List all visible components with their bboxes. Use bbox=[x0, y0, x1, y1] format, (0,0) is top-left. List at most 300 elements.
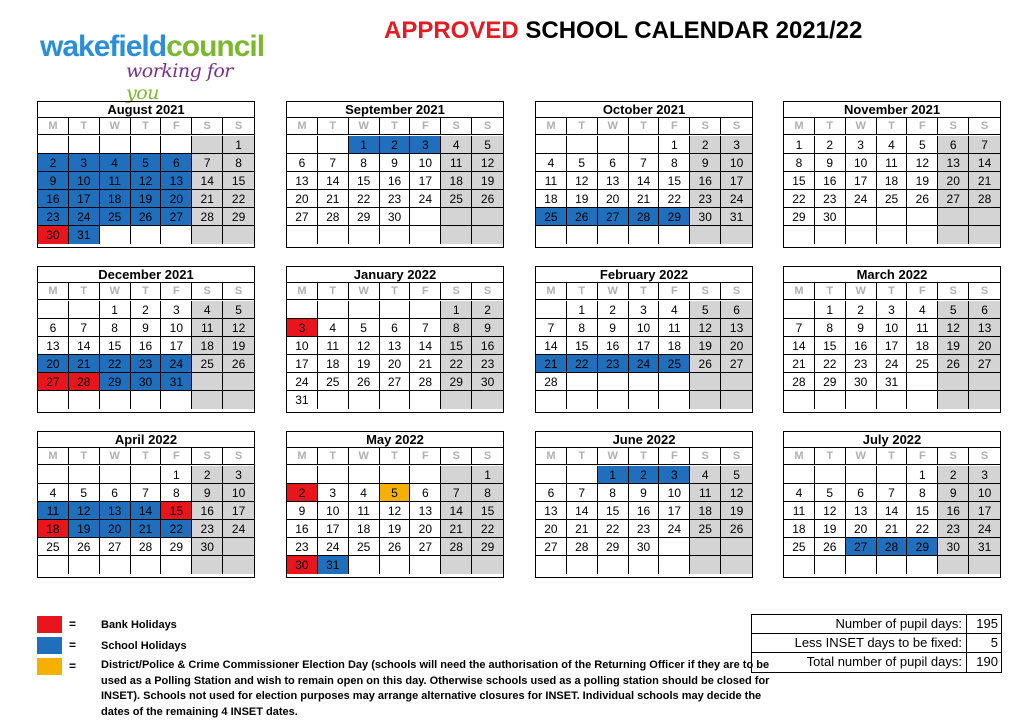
day-cell: 23 bbox=[192, 520, 223, 538]
day-cell: 20 bbox=[938, 172, 969, 190]
day-cell: 4 bbox=[318, 319, 349, 337]
empty-cell bbox=[907, 208, 938, 226]
empty-cell bbox=[100, 556, 131, 574]
empty-cell bbox=[567, 226, 598, 244]
day-cell: 9 bbox=[938, 484, 969, 502]
day-cell: 22 bbox=[223, 190, 254, 208]
empty-cell bbox=[410, 208, 441, 226]
day-cell: 26 bbox=[380, 538, 411, 556]
day-cell: 22 bbox=[784, 190, 815, 208]
empty-cell bbox=[877, 466, 908, 484]
day-cell: 22 bbox=[161, 520, 192, 538]
empty-cell bbox=[721, 556, 752, 574]
day-cell: 27 bbox=[100, 538, 131, 556]
day-cell: 7 bbox=[567, 484, 598, 502]
weekday-header: W bbox=[349, 283, 380, 300]
day-cell: 30 bbox=[38, 226, 69, 244]
empty-cell bbox=[472, 556, 503, 574]
day-cell: 17 bbox=[629, 337, 660, 355]
day-cell: 7 bbox=[441, 484, 472, 502]
day-cell: 19 bbox=[721, 502, 752, 520]
day-cell: 5 bbox=[567, 154, 598, 172]
day-cell: 11 bbox=[659, 319, 690, 337]
weekday-header: S bbox=[472, 283, 503, 300]
day-cell: 2 bbox=[192, 466, 223, 484]
day-cell: 27 bbox=[721, 355, 752, 373]
weekday-header: T bbox=[318, 448, 349, 465]
weekday-header: S bbox=[472, 448, 503, 465]
day-cell: 5 bbox=[721, 466, 752, 484]
day-cell: 19 bbox=[349, 355, 380, 373]
day-cell: 8 bbox=[659, 154, 690, 172]
empty-cell bbox=[815, 391, 846, 409]
weekday-header: T bbox=[69, 283, 100, 300]
day-cell: 16 bbox=[287, 520, 318, 538]
day-cell: 7 bbox=[784, 319, 815, 337]
empty-cell bbox=[131, 556, 162, 574]
day-cell: 12 bbox=[131, 172, 162, 190]
empty-cell bbox=[567, 466, 598, 484]
month-name: October 2021 bbox=[536, 102, 752, 118]
empty-cell bbox=[192, 373, 223, 391]
day-cell: 27 bbox=[969, 355, 1000, 373]
day-cell: 18 bbox=[441, 172, 472, 190]
title-rest: SCHOOL CALENDAR 2021/22 bbox=[518, 17, 863, 44]
day-cell: 22 bbox=[567, 355, 598, 373]
day-cell: 9 bbox=[287, 502, 318, 520]
empty-cell bbox=[690, 226, 721, 244]
day-cell: 18 bbox=[690, 502, 721, 520]
day-cell: 30 bbox=[815, 208, 846, 226]
empty-cell bbox=[380, 301, 411, 319]
summary-row: Number of pupil days: 195 bbox=[752, 615, 1001, 634]
empty-cell bbox=[938, 373, 969, 391]
day-cell: 24 bbox=[659, 520, 690, 538]
day-cell: 14 bbox=[629, 172, 660, 190]
weekday-header: F bbox=[161, 118, 192, 135]
empty-cell bbox=[318, 391, 349, 409]
day-cell: 15 bbox=[784, 172, 815, 190]
empty-cell bbox=[472, 208, 503, 226]
day-cell: 8 bbox=[567, 319, 598, 337]
day-cell: 21 bbox=[567, 520, 598, 538]
day-cell: 12 bbox=[223, 319, 254, 337]
empty-cell bbox=[223, 538, 254, 556]
day-cell: 30 bbox=[938, 538, 969, 556]
empty-cell bbox=[380, 391, 411, 409]
day-cell: 13 bbox=[287, 172, 318, 190]
empty-cell bbox=[536, 136, 567, 154]
weekday-header: F bbox=[410, 118, 441, 135]
day-cell: 9 bbox=[38, 172, 69, 190]
day-cell: 17 bbox=[969, 502, 1000, 520]
day-cell: 17 bbox=[877, 337, 908, 355]
weekday-header: T bbox=[131, 448, 162, 465]
day-cell: 5 bbox=[380, 484, 411, 502]
day-cell: 30 bbox=[131, 373, 162, 391]
day-cell: 13 bbox=[410, 502, 441, 520]
day-cell: 11 bbox=[318, 337, 349, 355]
day-cell: 6 bbox=[536, 484, 567, 502]
day-cell: 8 bbox=[161, 484, 192, 502]
day-cell: 25 bbox=[441, 190, 472, 208]
weekday-header: S bbox=[690, 118, 721, 135]
weekday-header: T bbox=[69, 448, 100, 465]
day-cell: 16 bbox=[690, 172, 721, 190]
month-name: July 2022 bbox=[784, 432, 1000, 448]
weekday-header: M bbox=[287, 118, 318, 135]
weekday-header: W bbox=[846, 283, 877, 300]
empty-cell bbox=[131, 136, 162, 154]
day-cell: 5 bbox=[472, 136, 503, 154]
day-cell: 16 bbox=[472, 337, 503, 355]
day-cell: 22 bbox=[100, 355, 131, 373]
day-cell: 10 bbox=[721, 154, 752, 172]
day-cell: 16 bbox=[938, 502, 969, 520]
empty-cell bbox=[629, 391, 660, 409]
day-cell: 7 bbox=[69, 319, 100, 337]
day-cell: 9 bbox=[690, 154, 721, 172]
day-cell: 23 bbox=[629, 520, 660, 538]
weekday-header: F bbox=[659, 448, 690, 465]
month-name: April 2022 bbox=[38, 432, 254, 448]
day-cell: 14 bbox=[969, 154, 1000, 172]
day-cell: 2 bbox=[472, 301, 503, 319]
empty-cell bbox=[192, 556, 223, 574]
empty-cell bbox=[223, 226, 254, 244]
empty-cell bbox=[100, 466, 131, 484]
weekday-header: S bbox=[472, 118, 503, 135]
day-cell: 18 bbox=[100, 190, 131, 208]
empty-cell bbox=[349, 301, 380, 319]
day-cell: 28 bbox=[784, 373, 815, 391]
day-cell: 20 bbox=[721, 337, 752, 355]
day-cell: 22 bbox=[441, 355, 472, 373]
day-cell: 1 bbox=[815, 301, 846, 319]
day-cell: 30 bbox=[287, 556, 318, 574]
empty-cell bbox=[131, 466, 162, 484]
day-cell: 25 bbox=[690, 520, 721, 538]
day-cell: 3 bbox=[161, 301, 192, 319]
empty-cell bbox=[38, 136, 69, 154]
day-cell: 18 bbox=[659, 337, 690, 355]
empty-cell bbox=[938, 226, 969, 244]
weekday-header: T bbox=[567, 448, 598, 465]
day-cell: 1 bbox=[223, 136, 254, 154]
weekday-header: T bbox=[567, 118, 598, 135]
empty-cell bbox=[536, 226, 567, 244]
day-cell: 9 bbox=[815, 154, 846, 172]
empty-cell bbox=[192, 136, 223, 154]
day-cell: 4 bbox=[877, 136, 908, 154]
day-cell: 14 bbox=[784, 337, 815, 355]
day-cell: 28 bbox=[969, 190, 1000, 208]
day-cell: 7 bbox=[629, 154, 660, 172]
month-calendar bbox=[783, 431, 1001, 578]
empty-cell bbox=[877, 556, 908, 574]
empty-cell bbox=[441, 391, 472, 409]
day-cell: 22 bbox=[349, 190, 380, 208]
day-cell: 14 bbox=[192, 172, 223, 190]
day-cell: 27 bbox=[598, 208, 629, 226]
day-cell: 19 bbox=[567, 190, 598, 208]
day-cell: 20 bbox=[410, 520, 441, 538]
empty-cell bbox=[441, 226, 472, 244]
weekday-header: T bbox=[380, 283, 411, 300]
weekday-header: S bbox=[969, 448, 1000, 465]
day-cell: 27 bbox=[287, 208, 318, 226]
day-cell: 21 bbox=[318, 190, 349, 208]
empty-cell bbox=[287, 301, 318, 319]
day-cell: 1 bbox=[349, 136, 380, 154]
month-calendar bbox=[37, 431, 255, 578]
weekday-header: T bbox=[69, 118, 100, 135]
empty-cell bbox=[877, 226, 908, 244]
empty-cell bbox=[69, 391, 100, 409]
day-cell: 21 bbox=[969, 172, 1000, 190]
day-cell: 3 bbox=[629, 301, 660, 319]
day-cell: 6 bbox=[938, 136, 969, 154]
empty-cell bbox=[690, 373, 721, 391]
day-cell: 6 bbox=[100, 484, 131, 502]
day-cell: 11 bbox=[349, 502, 380, 520]
weekday-header: W bbox=[846, 118, 877, 135]
empty-cell bbox=[38, 556, 69, 574]
day-cell: 5 bbox=[223, 301, 254, 319]
day-cell: 18 bbox=[38, 520, 69, 538]
empty-cell bbox=[287, 466, 318, 484]
day-cell: 8 bbox=[100, 319, 131, 337]
day-cell: 8 bbox=[784, 154, 815, 172]
day-cell: 16 bbox=[846, 337, 877, 355]
day-cell: 13 bbox=[536, 502, 567, 520]
day-cell: 4 bbox=[192, 301, 223, 319]
day-cell: 11 bbox=[907, 319, 938, 337]
empty-cell bbox=[721, 373, 752, 391]
day-cell: 10 bbox=[410, 154, 441, 172]
weekday-header: S bbox=[223, 448, 254, 465]
day-cell: 16 bbox=[131, 337, 162, 355]
day-cell: 3 bbox=[877, 301, 908, 319]
month-name: September 2021 bbox=[287, 102, 503, 118]
day-cell: 28 bbox=[877, 538, 908, 556]
empty-cell bbox=[938, 556, 969, 574]
day-cell: 20 bbox=[161, 190, 192, 208]
weekday-header: S bbox=[192, 118, 223, 135]
day-cell: 1 bbox=[100, 301, 131, 319]
day-cell: 9 bbox=[131, 319, 162, 337]
empty-cell bbox=[567, 136, 598, 154]
weekday-header: T bbox=[318, 118, 349, 135]
school-holiday-swatch bbox=[37, 637, 62, 654]
empty-cell bbox=[877, 208, 908, 226]
day-cell: 24 bbox=[161, 355, 192, 373]
day-cell: 27 bbox=[410, 538, 441, 556]
month-name: November 2021 bbox=[784, 102, 1000, 118]
month-calendar bbox=[286, 431, 504, 578]
weekday-header: S bbox=[690, 283, 721, 300]
day-cell: 5 bbox=[69, 484, 100, 502]
day-cell: 23 bbox=[815, 190, 846, 208]
weekday-header: S bbox=[969, 118, 1000, 135]
day-cell: 8 bbox=[441, 319, 472, 337]
day-cell: 29 bbox=[223, 208, 254, 226]
weekday-header: T bbox=[318, 283, 349, 300]
day-cell: 28 bbox=[567, 538, 598, 556]
weekday-header: W bbox=[100, 448, 131, 465]
day-cell: 24 bbox=[223, 520, 254, 538]
empty-cell bbox=[969, 556, 1000, 574]
day-cell: 17 bbox=[69, 190, 100, 208]
day-cell: 10 bbox=[223, 484, 254, 502]
empty-cell bbox=[784, 556, 815, 574]
day-cell: 7 bbox=[410, 319, 441, 337]
day-cell: 31 bbox=[969, 538, 1000, 556]
day-cell: 19 bbox=[380, 520, 411, 538]
empty-cell bbox=[318, 301, 349, 319]
day-cell: 1 bbox=[598, 466, 629, 484]
day-cell: 24 bbox=[846, 190, 877, 208]
day-cell: 5 bbox=[131, 154, 162, 172]
day-cell: 12 bbox=[472, 154, 503, 172]
day-cell: 30 bbox=[472, 373, 503, 391]
day-cell: 15 bbox=[472, 502, 503, 520]
empty-cell bbox=[567, 391, 598, 409]
day-cell: 10 bbox=[877, 319, 908, 337]
empty-cell bbox=[629, 373, 660, 391]
day-cell: 26 bbox=[131, 208, 162, 226]
empty-cell bbox=[784, 466, 815, 484]
day-cell: 4 bbox=[690, 466, 721, 484]
day-cell: 13 bbox=[161, 172, 192, 190]
day-cell: 14 bbox=[536, 337, 567, 355]
day-cell: 9 bbox=[846, 319, 877, 337]
empty-cell bbox=[161, 136, 192, 154]
empty-cell bbox=[721, 538, 752, 556]
month-name: December 2021 bbox=[38, 267, 254, 283]
empty-cell bbox=[318, 136, 349, 154]
empty-cell bbox=[38, 391, 69, 409]
weekday-header: T bbox=[380, 118, 411, 135]
day-cell: 5 bbox=[907, 136, 938, 154]
empty-cell bbox=[472, 226, 503, 244]
day-cell: 31 bbox=[721, 208, 752, 226]
empty-cell bbox=[69, 136, 100, 154]
weekday-header: W bbox=[100, 283, 131, 300]
day-cell: 25 bbox=[659, 355, 690, 373]
day-cell: 23 bbox=[131, 355, 162, 373]
empty-cell bbox=[659, 538, 690, 556]
weekday-header: T bbox=[815, 448, 846, 465]
empty-cell bbox=[318, 466, 349, 484]
day-cell: 21 bbox=[192, 190, 223, 208]
empty-cell bbox=[380, 556, 411, 574]
day-cell: 24 bbox=[721, 190, 752, 208]
weekday-header: W bbox=[598, 118, 629, 135]
day-cell: 10 bbox=[659, 484, 690, 502]
day-cell: 21 bbox=[784, 355, 815, 373]
weekday-header: S bbox=[192, 283, 223, 300]
day-cell: 27 bbox=[38, 373, 69, 391]
day-cell: 24 bbox=[877, 355, 908, 373]
day-cell: 9 bbox=[192, 484, 223, 502]
day-cell: 11 bbox=[38, 502, 69, 520]
month-calendar bbox=[535, 431, 753, 578]
day-cell: 4 bbox=[441, 136, 472, 154]
day-cell: 3 bbox=[318, 484, 349, 502]
day-cell: 3 bbox=[846, 136, 877, 154]
day-cell: 18 bbox=[784, 520, 815, 538]
empty-cell bbox=[784, 226, 815, 244]
day-cell: 12 bbox=[907, 154, 938, 172]
empty-cell bbox=[536, 466, 567, 484]
day-cell: 22 bbox=[815, 355, 846, 373]
day-cell: 5 bbox=[815, 484, 846, 502]
empty-cell bbox=[938, 208, 969, 226]
day-cell: 25 bbox=[877, 190, 908, 208]
day-cell: 10 bbox=[969, 484, 1000, 502]
weekday-header: T bbox=[629, 448, 660, 465]
day-cell: 21 bbox=[131, 520, 162, 538]
day-cell: 28 bbox=[318, 208, 349, 226]
day-cell: 20 bbox=[846, 520, 877, 538]
empty-cell bbox=[598, 226, 629, 244]
empty-cell bbox=[598, 391, 629, 409]
day-cell: 12 bbox=[721, 484, 752, 502]
day-cell: 15 bbox=[441, 337, 472, 355]
day-cell: 10 bbox=[846, 154, 877, 172]
day-cell: 24 bbox=[69, 208, 100, 226]
day-cell: 5 bbox=[690, 301, 721, 319]
empty-cell bbox=[131, 226, 162, 244]
day-cell: 8 bbox=[815, 319, 846, 337]
day-cell: 20 bbox=[536, 520, 567, 538]
day-cell: 8 bbox=[223, 154, 254, 172]
weekday-header: S bbox=[192, 448, 223, 465]
day-cell: 23 bbox=[472, 355, 503, 373]
legend-label-school: School Holidays bbox=[101, 640, 187, 652]
day-cell: 29 bbox=[100, 373, 131, 391]
day-cell: 4 bbox=[659, 301, 690, 319]
day-cell: 14 bbox=[877, 502, 908, 520]
empty-cell bbox=[846, 208, 877, 226]
day-cell: 12 bbox=[349, 337, 380, 355]
day-cell: 4 bbox=[100, 154, 131, 172]
empty-cell bbox=[410, 301, 441, 319]
day-cell: 17 bbox=[410, 172, 441, 190]
weekday-header: S bbox=[938, 118, 969, 135]
empty-cell bbox=[721, 391, 752, 409]
day-cell: 1 bbox=[161, 466, 192, 484]
day-cell: 29 bbox=[598, 538, 629, 556]
month-calendar bbox=[535, 266, 753, 413]
day-cell: 7 bbox=[536, 319, 567, 337]
day-cell: 19 bbox=[69, 520, 100, 538]
empty-cell bbox=[690, 391, 721, 409]
weekday-header: T bbox=[629, 283, 660, 300]
weekday-header: F bbox=[410, 448, 441, 465]
day-cell: 14 bbox=[318, 172, 349, 190]
day-cell: 8 bbox=[472, 484, 503, 502]
day-cell: 21 bbox=[629, 190, 660, 208]
empty-cell bbox=[536, 301, 567, 319]
day-cell: 13 bbox=[969, 319, 1000, 337]
weekday-header: F bbox=[161, 283, 192, 300]
empty-cell bbox=[846, 556, 877, 574]
day-cell: 2 bbox=[380, 136, 411, 154]
day-cell: 26 bbox=[223, 355, 254, 373]
month-name: June 2022 bbox=[536, 432, 752, 448]
